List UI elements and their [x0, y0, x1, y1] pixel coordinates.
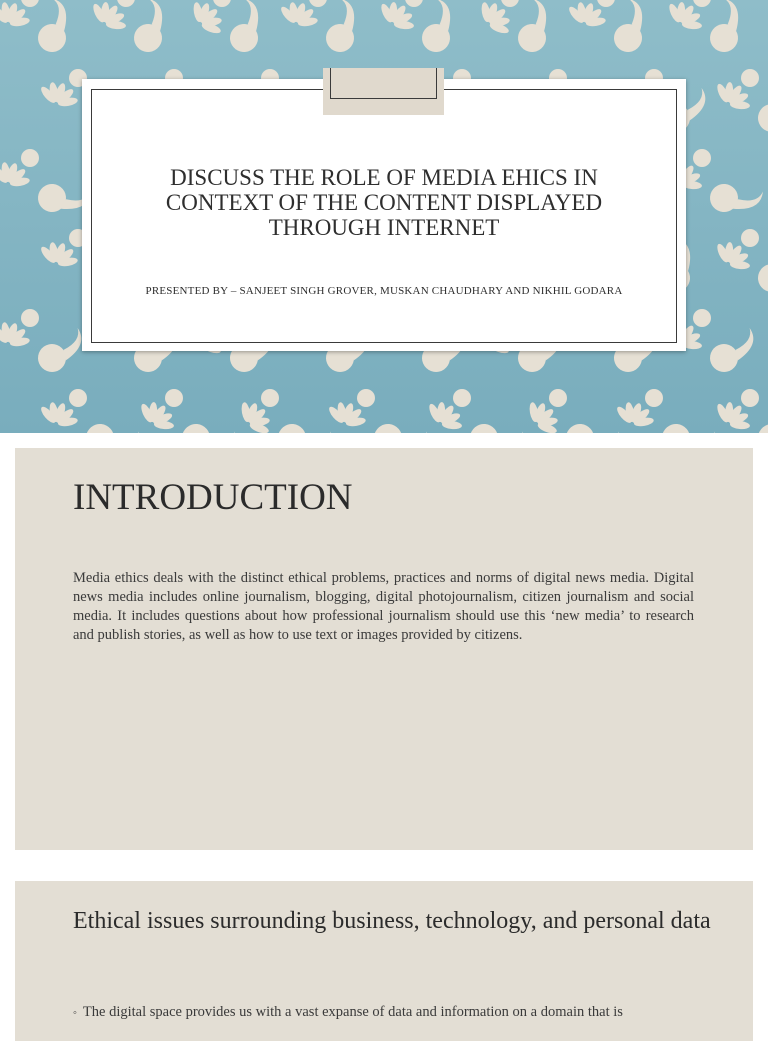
- introduction-heading: INTRODUCTION: [73, 477, 353, 518]
- paisley-icon: [176, 405, 238, 433]
- dot-icon: [741, 69, 759, 87]
- dot-icon: [693, 149, 711, 167]
- paisley-icon: [272, 405, 334, 433]
- paisley-icon: [752, 405, 768, 433]
- bullet-text: The digital space provides us with a vast expanse of data and information on a domain that is: [82, 1004, 623, 1020]
- paisley-icon: [599, 0, 657, 57]
- dot-icon: [21, 309, 39, 327]
- dot-icon: [501, 0, 519, 7]
- dot-icon: [309, 0, 327, 7]
- dot-icon: [549, 389, 567, 407]
- dot-icon: [741, 389, 759, 407]
- dot-icon: [21, 0, 39, 7]
- title-card-tab: [323, 68, 444, 115]
- paisley-icon: [36, 322, 83, 376]
- dot-icon: [693, 309, 711, 327]
- dot-icon: [165, 389, 183, 407]
- paisley-icon: [407, 0, 465, 57]
- dot-icon: [597, 0, 615, 7]
- dot-icon: [357, 389, 375, 407]
- title-card: [82, 79, 686, 351]
- dot-icon: [693, 0, 711, 7]
- dot-icon: [261, 389, 279, 407]
- paisley-icon: [311, 0, 369, 57]
- paisley-icon: [80, 405, 142, 433]
- dot-icon: [453, 389, 471, 407]
- bullet-icon: ◦: [73, 1007, 77, 1019]
- paisley-icon: [695, 0, 753, 57]
- title-slide: [0, 0, 768, 433]
- paisley-icon: [560, 405, 622, 433]
- dot-icon: [21, 149, 39, 167]
- dot-icon: [117, 0, 135, 7]
- paisley-icon: [215, 0, 273, 57]
- title-card-tab-inner: [330, 68, 437, 99]
- dot-icon: [741, 229, 759, 247]
- presentation-title: DISCUSS THE ROLE OF MEDIA EHICS IN CONTEXT OF THE CONTENT DISPLAYED THROUGH INTERNET: [165, 165, 603, 240]
- introduction-slide: [15, 448, 753, 850]
- dot-icon: [213, 0, 231, 7]
- paisley-icon: [756, 82, 768, 136]
- paisley-icon: [656, 405, 718, 433]
- bullet-item: [73, 1003, 713, 1023]
- paisley-icon: [23, 0, 81, 57]
- leaf-sprig-icon: [761, 314, 768, 362]
- presenters-line: PRESENTED BY – SANJEET SINGH GROVER, MUSKAN CHAUDHARY AND NIKHIL GODARA: [145, 285, 623, 297]
- paisley-icon: [368, 405, 430, 433]
- paisley-icon: [704, 165, 766, 226]
- dot-icon: [645, 389, 663, 407]
- dot-icon: [405, 0, 423, 7]
- paisley-icon: [464, 405, 526, 433]
- dot-icon: [69, 389, 87, 407]
- ethical-issues-heading: Ethical issues surrounding business, technology, and personal data: [73, 908, 711, 934]
- paisley-icon: [119, 0, 177, 57]
- leaf-sprig-icon: [761, 0, 768, 42]
- introduction-body: Media ethics deals with the distinct ethical problems, practices and norms of digital news media. Digital news media includes online journalism, blogging, digital photojournalism, citizen journalism and social media. It includes questions about how professional journalism should use this ‘new media’ to research and publish stories, as well as how to use text or images provided by citizens.: [73, 570, 694, 643]
- ethical-issues-slide: [15, 881, 753, 1041]
- paisley-icon: [503, 0, 561, 57]
- paisley-icon: [708, 322, 755, 376]
